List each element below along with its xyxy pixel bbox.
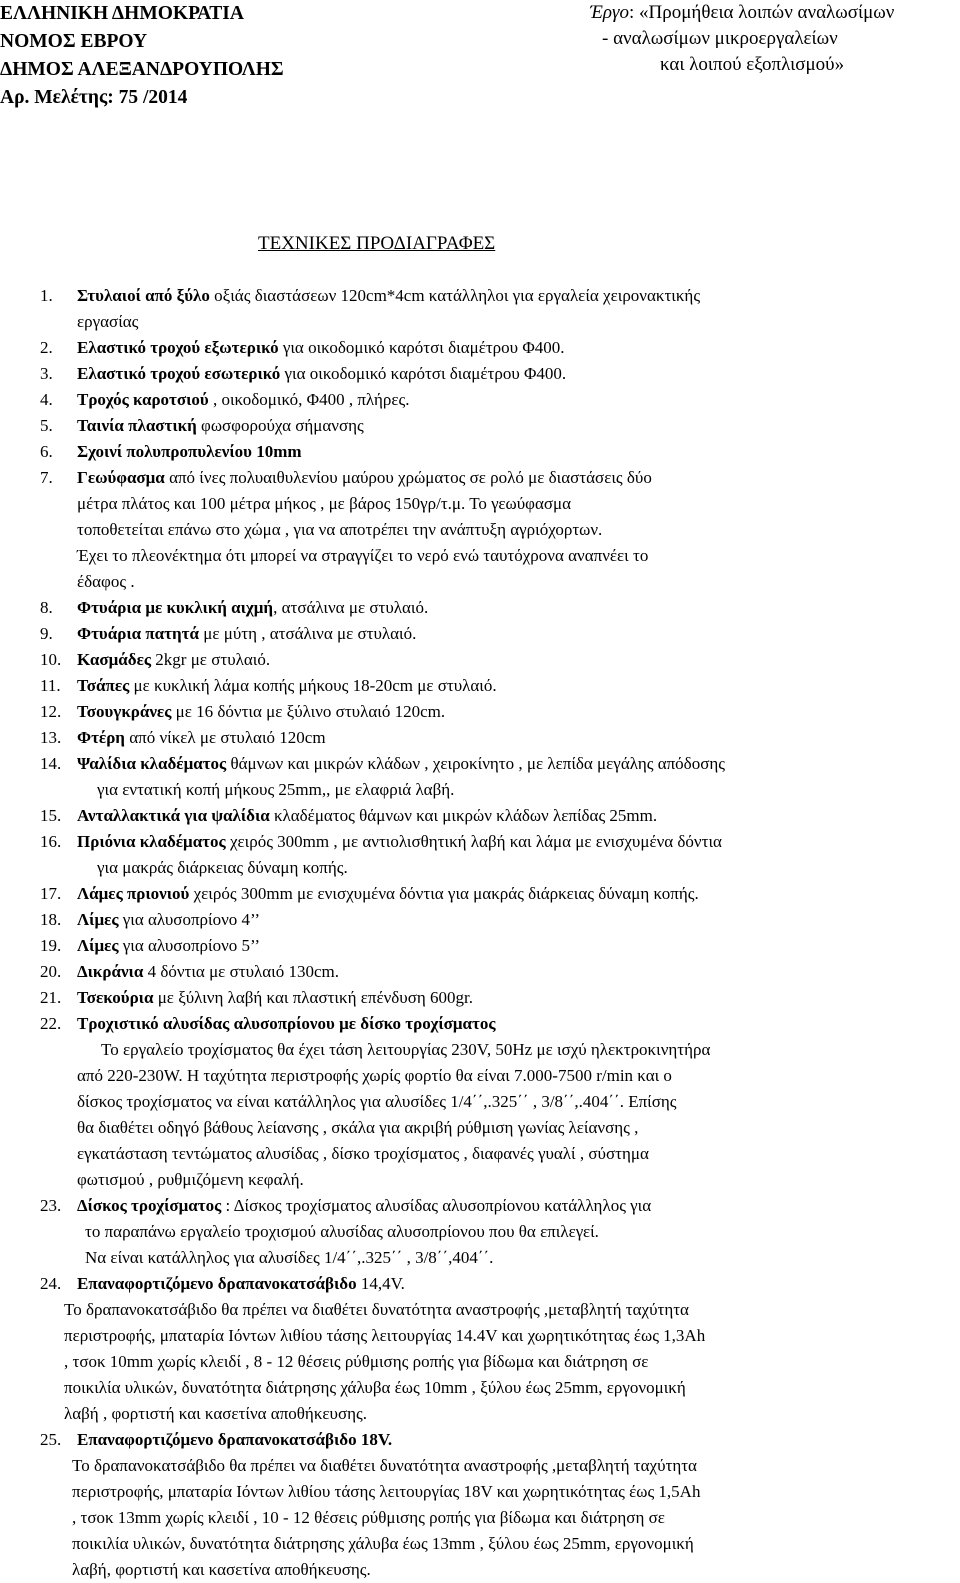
- item-continuation: θα διαθέτει οδηγό βάθους λείανσης , σκάλα για ακριβή ρύθμιση γωνίας λείανσης ,: [77, 1118, 639, 1137]
- item-first-line: [77, 933, 958, 959]
- item-number: 13.: [40, 728, 62, 747]
- item-continuation: Το εργαλείο τροχίσματος θα έχει τάση λειτουργίας 230V, 50Hz με ισχύ ηλεκτροκινητήρα: [101, 1040, 711, 1059]
- item-lead: Ταινία πλαστική: [77, 416, 197, 435]
- item-continuation: για μακράς διάρκειας δύναμη κοπής.: [97, 858, 348, 877]
- item-number: 20.: [40, 962, 62, 981]
- item-first-line: [77, 283, 958, 309]
- item-continuation: περιστροφής, μπαταρία Ιόντων λιθίου τάσης λειτουργίας 14.4V και χωρητικότητας έως 1,3Ah: [64, 1326, 706, 1345]
- item-continuation: Έχει το πλεονέκτημα ότι μπορεί να στραγγίζει το νερό ενώ ταυτόχρονα αναπνέει το: [77, 546, 649, 565]
- item-continuation: Το δραπανοκατσάβιδο θα πρέπει να διαθέτει δυνατότητα αναστροφής ,μεταβλητή ταχύτητα: [72, 1456, 697, 1475]
- item-number: 5.: [40, 416, 53, 435]
- item-lead: Λάμες πριονιού: [77, 884, 190, 903]
- item-lead: Λίμες: [77, 910, 119, 929]
- item-lead: Ελαστικό τροχού εσωτερικό: [77, 364, 281, 383]
- project-title-line: - αναλωσίμων μικροεργαλείων: [602, 28, 838, 49]
- item-continuation: έδαφος .: [77, 572, 135, 591]
- item-text: , ατσάλινα με στυλαιό.: [273, 598, 429, 617]
- item-first-line: [77, 699, 958, 725]
- issuer-line: ΝΟΜΟΣ ΕΒΡΟΥ: [0, 31, 148, 52]
- spec-item: [40, 413, 958, 439]
- spec-list: [40, 283, 958, 1583]
- item-text: : Δίσκος τροχίσματος αλυσίδας αλυσοπρίονου κατάλληλος για: [221, 1196, 652, 1215]
- item-continuation: εγκατάσταση τεντώματος αλυσίδας , δίσκο τροχίσματος , διαφανές γυαλί , σύστημα: [77, 1144, 649, 1163]
- item-lead: Δίσκος τροχίσματος: [77, 1196, 222, 1215]
- item-continuation: Να είναι κατάλληλος για αλυσίδες 1/4΄΄,.325΄΄ , 3/8΄΄,404΄΄.: [85, 1248, 494, 1267]
- item-continuation: λαβή , φορτιστή και κασετίνα αποθήκευσης.: [64, 1404, 367, 1423]
- item-lead: Τσουγκράνες: [77, 702, 172, 721]
- item-first-line: [77, 881, 958, 907]
- spec-item: [40, 1011, 958, 1193]
- item-continuation: λαβή, φορτιστή και κασετίνα αποθήκευσης.: [72, 1560, 371, 1579]
- spec-item: [40, 699, 958, 725]
- item-first-line: [77, 621, 958, 647]
- item-text: από ίνες πολυαιθυλενίου μαύρου χρώματος σε ρολό με διαστάσεις δύο: [164, 468, 652, 487]
- spec-item: [40, 1427, 958, 1583]
- project-label: Έργο: [590, 2, 630, 23]
- spec-item: [40, 335, 958, 361]
- item-lead: Δικράνια: [77, 962, 144, 981]
- issuer-line: ΔΗΜΟΣ ΑΛΕΞΑΝΔΡΟΥΠΟΛΗΣ: [0, 59, 284, 80]
- item-text: με 16 δόντια με ξύλινο στυλαιό 120cm.: [171, 702, 446, 721]
- spec-item: [40, 595, 958, 621]
- item-lead: Τροχός καροτσιού: [77, 390, 209, 409]
- item-text: 14,4V.: [356, 1274, 405, 1293]
- item-text: 4 δόντια με στυλαιό 130cm.: [143, 962, 339, 981]
- item-lead: Τσεκούρια: [77, 988, 154, 1007]
- item-first-line: [77, 595, 958, 621]
- item-continuation: μέτρα πλάτος και 100 μέτρα μήκος , με βάρος 150γρ/τ.μ. Το γεωύφασμα: [77, 494, 572, 513]
- item-text: 2kgr με στυλαιό.: [151, 650, 271, 669]
- item-first-line: [77, 725, 958, 751]
- item-continuation: ποικιλία υλικών, δυνατότητα διάτρησης χάλυβα έως 10mm , ξύλου έως 25mm, εργονομική: [64, 1378, 686, 1397]
- item-lead: Γεωύφασμα: [77, 468, 165, 487]
- issuer-line: ΕΛΛΗΝΙΚΗ ΔΗΜΟΚΡΑΤΙΑ: [0, 3, 244, 24]
- item-first-line: [77, 647, 958, 673]
- issuer-block: [0, 0, 284, 112]
- item-lead: Ελαστικό τροχού εξωτερικό: [77, 338, 279, 357]
- item-lead: Κασμάδες: [77, 650, 152, 669]
- item-lead: Φτυάρια πατητά: [77, 624, 199, 643]
- item-number: 21.: [40, 988, 62, 1007]
- spec-item: [40, 881, 958, 907]
- item-first-line: [77, 803, 958, 829]
- item-number: 19.: [40, 936, 62, 955]
- item-number: 8.: [40, 598, 53, 617]
- item-text: από νίκελ με στυλαιό 120cm: [124, 728, 326, 747]
- page-title: ΤΕΧΝΙΚΕΣ ΠΡΟΔΙΑΓΡΑΦΕΣ: [258, 233, 496, 254]
- item-number: 16.: [40, 832, 62, 851]
- item-text: με ξύλινη λαβή και πλαστική επένδυση 600gr.: [153, 988, 473, 1007]
- item-number: 15.: [40, 806, 62, 825]
- item-continuation: για εντατική κοπή μήκους 25mm,, με ελαφριά λαβή.: [97, 780, 455, 799]
- item-continuation: φωτισμού , ρυθμιζόμενη κεφαλή.: [77, 1170, 304, 1189]
- spec-item: [40, 439, 958, 465]
- item-continuation: εργασίας: [77, 312, 139, 331]
- item-text: , οικοδομικό, Φ400 , πλήρες.: [208, 390, 410, 409]
- item-first-line: [77, 907, 958, 933]
- item-lead: Στυλαιοί από ξύλο: [77, 286, 210, 305]
- spec-item: [40, 1271, 958, 1427]
- item-number: 22.: [40, 1014, 62, 1033]
- item-continuation: Το δραπανοκατσάβιδο θα πρέπει να διαθέτει δυνατότητα αναστροφής ,μεταβλητή ταχύτητα: [64, 1300, 689, 1319]
- item-number: 17.: [40, 884, 62, 903]
- spec-item: [40, 907, 958, 933]
- spec-item: [40, 1193, 958, 1271]
- study-number: Αρ. Μελέτης: 75 /2014: [0, 87, 188, 108]
- item-continuation: ποικιλία υλικών, δυνατότητα διάτρησης χάλυβα έως 13mm , ξύλου έως 25mm, εργονομική: [72, 1534, 694, 1553]
- item-first-line: [77, 439, 958, 465]
- item-number: 18.: [40, 910, 62, 929]
- item-number: 10.: [40, 650, 62, 669]
- project-title-line: και λοιπού εξοπλισμού»: [660, 54, 845, 75]
- item-text: θάμνων και μικρών κλάδων , χειροκίνητο , με λεπίδα μεγάλης απόδοσης: [226, 754, 725, 773]
- item-number: 25.: [40, 1430, 62, 1449]
- item-first-line: [77, 335, 958, 361]
- item-continuation: περιστροφής, μπαταρία Ιόντων λιθίου τάσης λειτουργίας 18V και χωρητικότητας έως 1,5Ah: [72, 1482, 701, 1501]
- spec-item: [40, 959, 958, 985]
- item-number: 3.: [40, 364, 53, 383]
- item-lead: Ανταλλακτικά για ψαλίδια: [77, 806, 270, 825]
- item-lead: Σχοινί πολυπροπυλενίου 10mm: [77, 442, 302, 461]
- item-text: χειρός 300mm , με αντιολισθητική λαβή και λάμα με ενισχυμένα δόντια: [225, 832, 722, 851]
- item-number: 11.: [40, 676, 61, 695]
- spec-item: [40, 933, 958, 959]
- spec-item: [40, 725, 958, 751]
- item-lead: Επαναφορτιζόμενο δραπανοκατσάβιδο 18V.: [77, 1430, 393, 1449]
- spec-item: [40, 621, 958, 647]
- item-continuation: το παραπάνω εργαλείο τροχισμού αλυσίδας αλυσοπρίονου που θα επιλεγεί.: [85, 1222, 599, 1241]
- item-first-line: [77, 673, 958, 699]
- spec-item: [40, 673, 958, 699]
- item-continuation: τοποθετείται επάνω στο χώμα , για να αποτρέπει την ανάπτυξη αγριόχορτων.: [77, 520, 603, 539]
- item-number: 1.: [40, 286, 53, 305]
- item-number: 12.: [40, 702, 62, 721]
- item-first-line: [77, 387, 958, 413]
- item-text: για οικοδομικό καρότσι διαμέτρου Φ400.: [280, 364, 567, 383]
- item-first-line: [77, 1193, 958, 1219]
- item-continuation: από 220-230W. Η ταχύτητα περιστροφής χωρίς φορτίο θα είναι 7.000-7500 r/min και ο: [77, 1066, 672, 1085]
- item-first-line: [77, 985, 958, 1011]
- item-lead: Επαναφορτιζόμενο δραπανοκατσάβιδο: [77, 1274, 357, 1293]
- item-lead: Ψαλίδια κλαδέματος: [77, 754, 227, 773]
- spec-item: [40, 751, 958, 803]
- item-first-line: [77, 413, 958, 439]
- item-text: με μύτη , ατσάλινα με στυλαιό.: [198, 624, 417, 643]
- item-lead: Φτέρη: [77, 728, 125, 747]
- item-lead: Τσάπες: [77, 676, 130, 695]
- spec-item: [40, 361, 958, 387]
- item-first-line: [77, 1271, 958, 1297]
- item-lead: Τροχιστικό αλυσίδας αλυσοπρίονου με δίσκο τροχίσματος: [77, 1014, 496, 1033]
- item-lead: Φτυάρια με κυκλική αιχμή: [77, 598, 274, 617]
- item-number: 9.: [40, 624, 53, 643]
- item-lead: Πριόνια κλαδέματος: [77, 832, 226, 851]
- spec-item: [40, 387, 958, 413]
- spec-item: [40, 647, 958, 673]
- item-number: 14.: [40, 754, 62, 773]
- item-number: 4.: [40, 390, 53, 409]
- item-first-line: [77, 465, 958, 491]
- item-first-line: [77, 959, 958, 985]
- item-first-line: [77, 361, 958, 387]
- item-text: φωσφορούχα σήμανσης: [196, 416, 364, 435]
- item-text: για αλυσοπρίονο 5’’: [118, 936, 261, 955]
- project-block: [590, 0, 894, 78]
- item-continuation: δίσκος τροχίσματος να είναι κατάλληλος για αλυσίδες 1/4΄΄,.325΄΄ , 3/8΄΄,.404΄΄. Επίσης: [77, 1092, 677, 1111]
- spec-item: [40, 803, 958, 829]
- item-text: για αλυσοπρίονο 4’’: [118, 910, 261, 929]
- item-text: κλαδέματος θάμνων και μικρών κλάδων λεπίδας 25mm.: [269, 806, 658, 825]
- spec-item: [40, 829, 958, 881]
- item-number: 2.: [40, 338, 53, 357]
- item-continuation: , τσοκ 10mm χωρίς κλειδί , 8 - 12 θέσεις ρύθμισης ροπής για βίδωμα και διάτρηση σε: [64, 1352, 649, 1371]
- item-first-line: [77, 829, 958, 855]
- spec-item: [40, 465, 958, 595]
- item-first-line: [77, 751, 958, 777]
- item-lead: Λίμες: [77, 936, 119, 955]
- item-continuation: , τσοκ 13mm χωρίς κλειδί , 10 - 12 θέσεις ρύθμισης ροπής για βίδωμα και διάτρηση σε: [72, 1508, 665, 1527]
- item-text: οξιάς διαστάσεων 120cm*4cm κατάλληλοι για εργαλεία χειρονακτικής: [209, 286, 701, 305]
- item-first-line: [77, 1011, 958, 1037]
- project-title-line: : «Προμήθεια λοιπών αναλωσίμων: [629, 2, 895, 23]
- spec-item: [40, 283, 958, 335]
- item-text: χειρός 300mm με ενισχυμένα δόντια για μακράς διάρκειας δύναμη κοπής.: [189, 884, 699, 903]
- item-number: 6.: [40, 442, 53, 461]
- item-number: 23.: [40, 1196, 62, 1215]
- item-text: με κυκλική λάμα κοπής μήκους 18-20cm με στυλαιό.: [129, 676, 497, 695]
- item-first-line: [77, 1427, 958, 1453]
- item-number: 24.: [40, 1274, 62, 1293]
- item-number: 7.: [40, 468, 53, 487]
- spec-item: [40, 985, 958, 1011]
- item-text: για οικοδομικό καρότσι διαμέτρου Φ400.: [278, 338, 565, 357]
